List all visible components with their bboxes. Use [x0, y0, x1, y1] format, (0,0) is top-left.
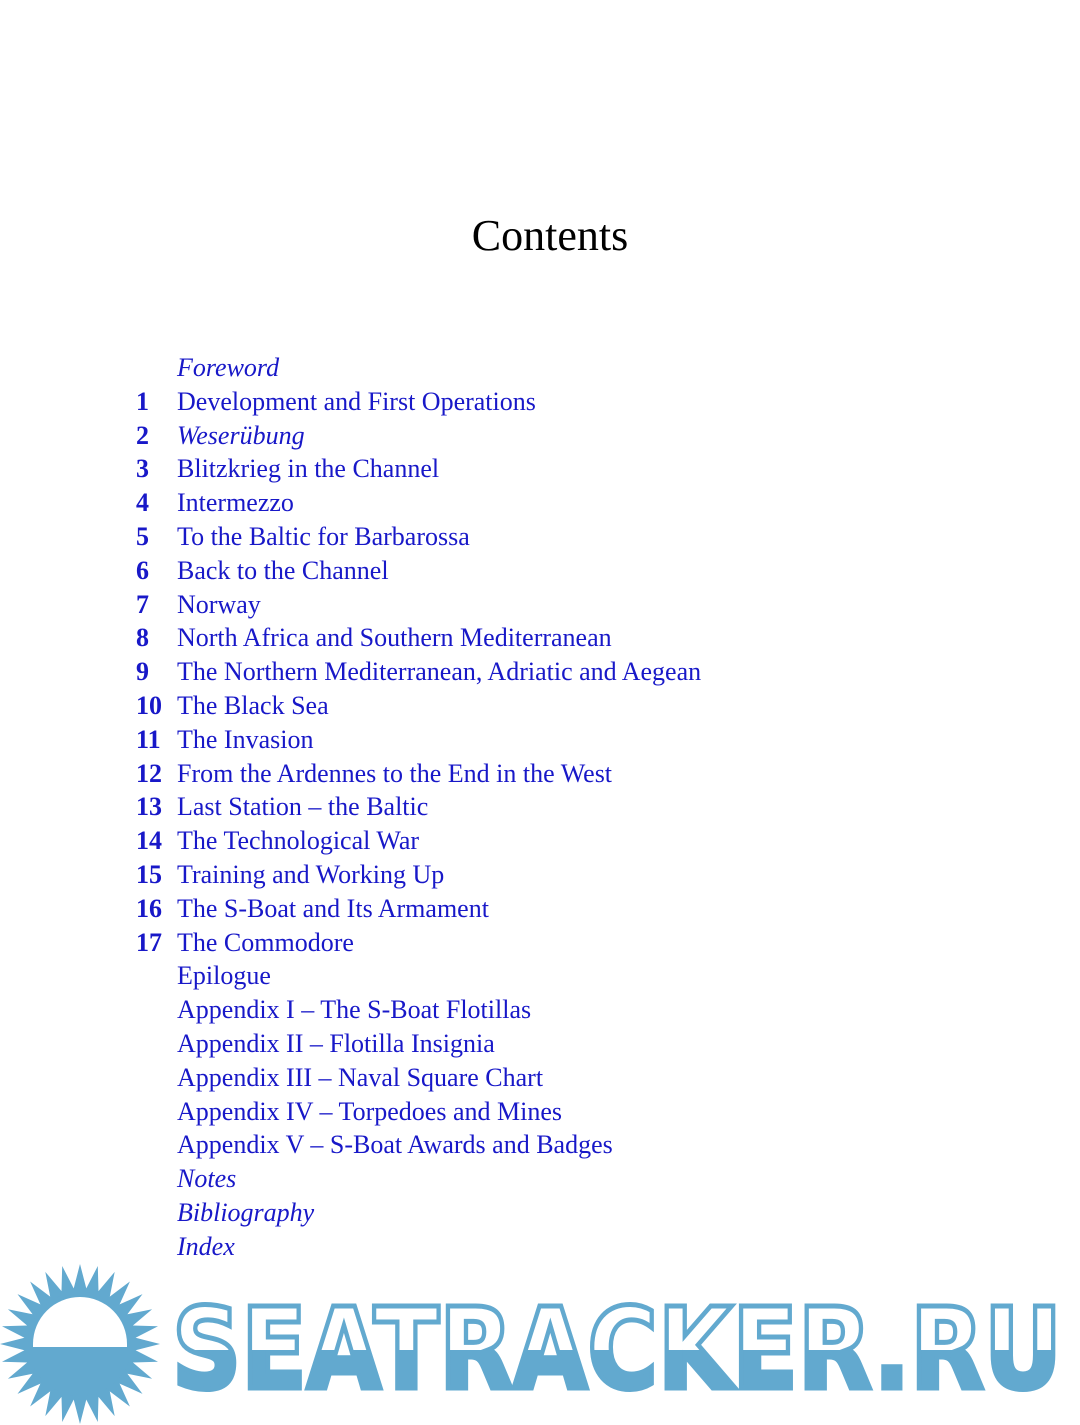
toc-entry-number: 9: [136, 657, 149, 687]
toc-entry-title[interactable]: Bibliography: [177, 1197, 315, 1227]
toc-entry[interactable]: [136, 1095, 956, 1129]
toc-entry[interactable]: [136, 452, 956, 486]
toc-entry-number: 16: [136, 893, 162, 923]
watermark-text: SEATRACKER.RU: [172, 1285, 1062, 1415]
toc-entry[interactable]: [136, 419, 956, 453]
toc-entry[interactable]: [136, 723, 956, 757]
toc-entry-number: 17: [136, 927, 162, 957]
toc-entry-title[interactable]: To the Baltic for Barbarossa: [177, 521, 470, 551]
toc-entry[interactable]: [136, 588, 956, 622]
table-of-contents: [136, 351, 956, 1264]
toc-entry-title[interactable]: The Invasion: [177, 724, 314, 754]
toc-entry[interactable]: [136, 1027, 956, 1061]
toc-entry-title[interactable]: The Black Sea: [177, 690, 329, 720]
toc-entry-title[interactable]: Index: [177, 1231, 235, 1261]
toc-entry-number: 11: [136, 724, 161, 754]
toc-entry-title[interactable]: Appendix IV – Torpedoes and Mines: [177, 1096, 562, 1126]
toc-entry-title[interactable]: Epilogue: [177, 961, 271, 991]
toc-entry-title[interactable]: Appendix III – Naval Square Chart: [177, 1062, 544, 1092]
toc-entry[interactable]: [136, 1128, 956, 1162]
toc-entry-number: 4: [136, 488, 149, 518]
toc-entry-title[interactable]: Appendix I – The S-Boat Flotillas: [177, 995, 532, 1025]
toc-entry-title[interactable]: From the Ardennes to the End in the West: [177, 758, 613, 788]
toc-entry-title[interactable]: The Northern Mediterranean, Adriatic and Aegean: [177, 657, 702, 687]
toc-entry[interactable]: [136, 993, 956, 1027]
toc-entry[interactable]: [136, 655, 956, 689]
toc-entry-title[interactable]: Blitzkrieg in the Channel: [177, 454, 440, 484]
toc-entry-title[interactable]: Intermezzo: [177, 488, 294, 518]
toc-entry[interactable]: [136, 1162, 956, 1196]
page-title: Contents: [471, 211, 629, 260]
toc-entry[interactable]: [136, 790, 956, 824]
toc-entry[interactable]: [136, 1196, 956, 1230]
toc-entry-title[interactable]: Appendix V – S-Boat Awards and Badges: [177, 1130, 613, 1160]
toc-entry[interactable]: [136, 858, 956, 892]
toc-entry[interactable]: [136, 351, 956, 385]
toc-entry[interactable]: [136, 824, 956, 858]
toc-entry[interactable]: [136, 892, 956, 926]
toc-entry-title[interactable]: North Africa and Southern Mediterranean: [177, 623, 612, 653]
toc-entry-title[interactable]: The Technological War: [177, 826, 420, 856]
toc-entry[interactable]: [136, 689, 956, 723]
toc-entry-number: 6: [136, 555, 149, 585]
toc-entry[interactable]: [136, 1061, 956, 1095]
sun-icon: [0, 1264, 160, 1424]
toc-entry[interactable]: [136, 926, 956, 960]
toc-entry-number: 13: [136, 792, 162, 822]
toc-entry-title[interactable]: Last Station – the Baltic: [177, 792, 429, 822]
toc-entry-number: 2: [136, 420, 149, 450]
toc-entry-number: 14: [136, 826, 162, 856]
toc-entry-number: 1: [136, 386, 149, 416]
toc-entry[interactable]: [136, 1230, 956, 1264]
toc-entry-title[interactable]: The S-Boat and Its Armament: [177, 893, 489, 923]
toc-entry[interactable]: [136, 554, 956, 588]
toc-entry-title[interactable]: Training and Working Up: [177, 859, 445, 889]
toc-entry-number: 10: [136, 690, 162, 720]
toc-entry-number: 5: [136, 521, 149, 551]
toc-entry-number: 12: [136, 758, 162, 788]
toc-entry-title[interactable]: Weserübung: [177, 420, 305, 450]
toc-entry-title[interactable]: Norway: [177, 589, 261, 619]
toc-entry-number: 8: [136, 623, 149, 653]
toc-entry-title[interactable]: The Commodore: [177, 927, 354, 957]
toc-entry-number: 15: [136, 859, 162, 889]
toc-entry[interactable]: [136, 486, 956, 520]
toc-entry-title[interactable]: Back to the Channel: [177, 555, 389, 585]
toc-entry[interactable]: [136, 959, 956, 993]
toc-entry-title[interactable]: Notes: [177, 1164, 237, 1194]
toc-entry-number: 3: [136, 454, 149, 484]
toc-entry[interactable]: [136, 520, 956, 554]
toc-entry[interactable]: [136, 385, 956, 419]
toc-entry-title[interactable]: Appendix II – Flotilla Insignia: [177, 1028, 495, 1058]
toc-entry-title[interactable]: Foreword: [177, 353, 280, 382]
toc-entry[interactable]: [136, 621, 956, 655]
watermark-logo: [0, 1262, 1080, 1425]
toc-entry-title[interactable]: Development and First Operations: [177, 386, 536, 416]
toc-entry-number: 7: [136, 589, 149, 619]
toc-entry[interactable]: [136, 757, 956, 791]
